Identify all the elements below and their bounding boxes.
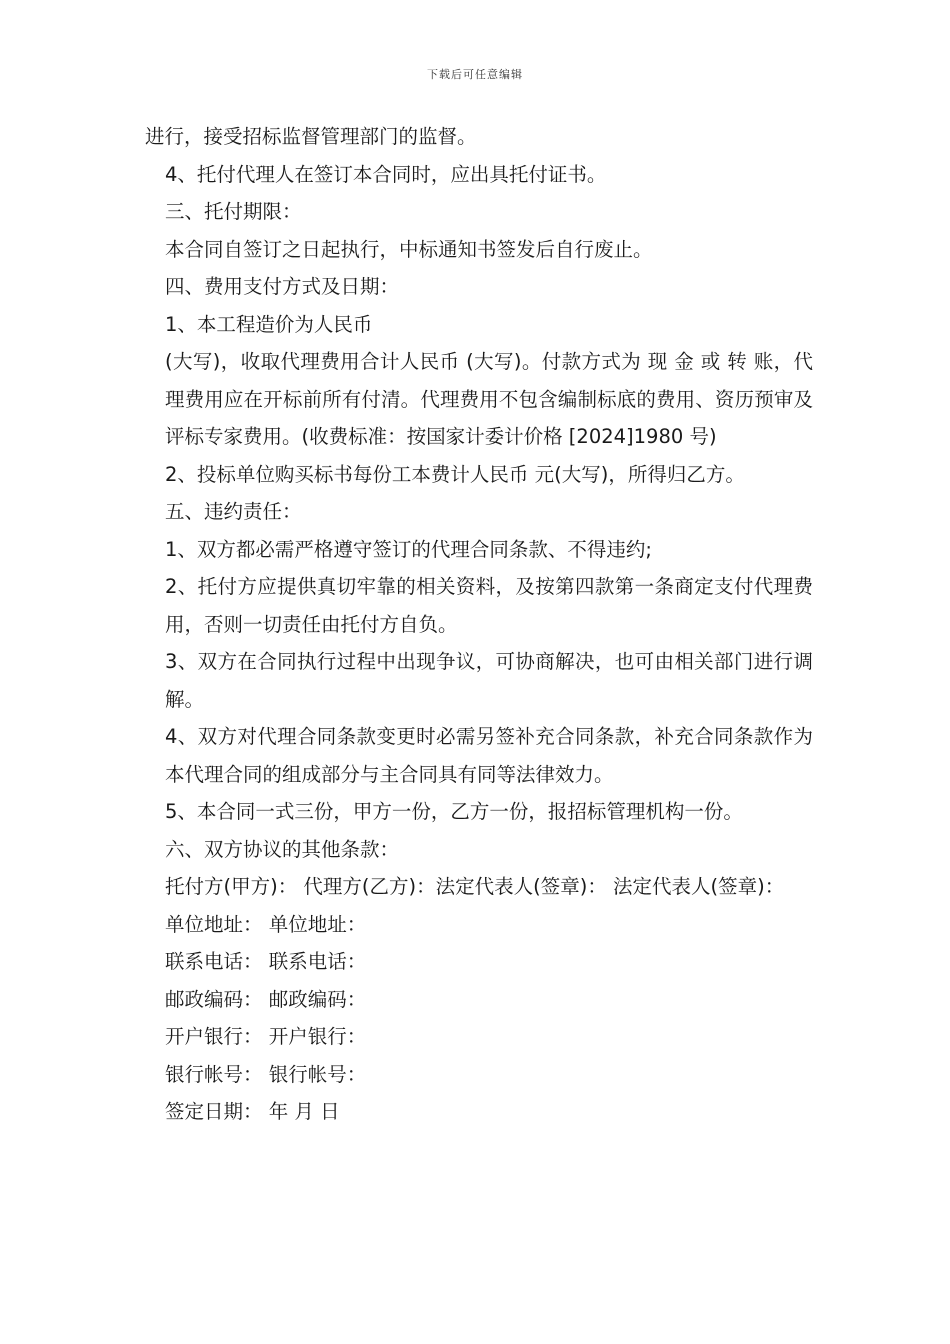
field-bank: 开户银行： 开户银行： bbox=[165, 1025, 367, 1048]
paragraph-certificate: 4、托付代理人在签订本合同时，应出具托付证书。 bbox=[165, 162, 607, 186]
paragraph-cost: 1、本工程造价为人民币 bbox=[165, 312, 373, 336]
page-header: 下载后可任意编辑 bbox=[427, 68, 523, 81]
paragraph-liability-5: 5、本合同一式三份，甲方一份，乙方一份，报招标管理机构一份。 bbox=[165, 800, 743, 823]
document-body bbox=[145, 118, 813, 1131]
field-phone: 联系电话： 联系电话： bbox=[165, 950, 367, 973]
field-postcode: 邮政编码： 邮政编码： bbox=[165, 987, 367, 1011]
section-heading-liability: 五、违约责任： bbox=[165, 500, 302, 523]
paragraph-tender-fee: 2、投标单位购买标书每份工本费计人民币 元(大写)，所得归乙方。 bbox=[165, 462, 745, 486]
paragraph-fee: (大写)，收取代理费用合计人民币 (大写)。付款方式为 现 金 或 转 账，代理费用应在开标前所有付清。代理费用不包含编制标底的费用、资历预审及评标专家费用。(收费标准：按国家计委计价格 [2024]1980 号) bbox=[165, 350, 813, 448]
field-sign-date: 签定日期： 年 月 日 bbox=[165, 1100, 340, 1123]
field-account: 银行帐号： 银行帐号： bbox=[165, 1062, 367, 1086]
field-address: 单位地址： 单位地址： bbox=[165, 912, 367, 936]
section-heading-term: 三、托付期限： bbox=[165, 200, 302, 223]
signature-parties: 托付方(甲方)： 代理方(乙方)：法定代表人(签章)： 法定代表人(签章)： bbox=[165, 875, 785, 898]
paragraph-liability-1: 1、双方都必需严格遵守签订的代理合同条款、不得违约; bbox=[165, 537, 652, 561]
paragraph-liability-3: 3、双方在合同执行过程中出现争议，可协商解决，也可由相关部门进行调解。 bbox=[165, 650, 813, 711]
paragraph-term: 本合同自签订之日起执行，中标通知书签发后自行废止。 bbox=[165, 237, 653, 261]
paragraph-liability-4: 4、双方对代理合同条款变更时必需另签补充合同条款，补充合同条款作为本代理合同的组成部分与主合同具有同等法律效力。 bbox=[165, 725, 813, 786]
paragraph-liability-2: 2、托付方应提供真切牢靠的相关资料，及按第四款第一条商定支付代理费用，否则一切责任由托付方自负。 bbox=[165, 575, 813, 636]
paragraph-supervision: 进行，接受招标监督管理部门的监督。 bbox=[145, 125, 477, 148]
section-heading-payment: 四、费用支付方式及日期： bbox=[165, 275, 400, 298]
section-heading-other: 六、双方协议的其他条款： bbox=[165, 837, 400, 861]
